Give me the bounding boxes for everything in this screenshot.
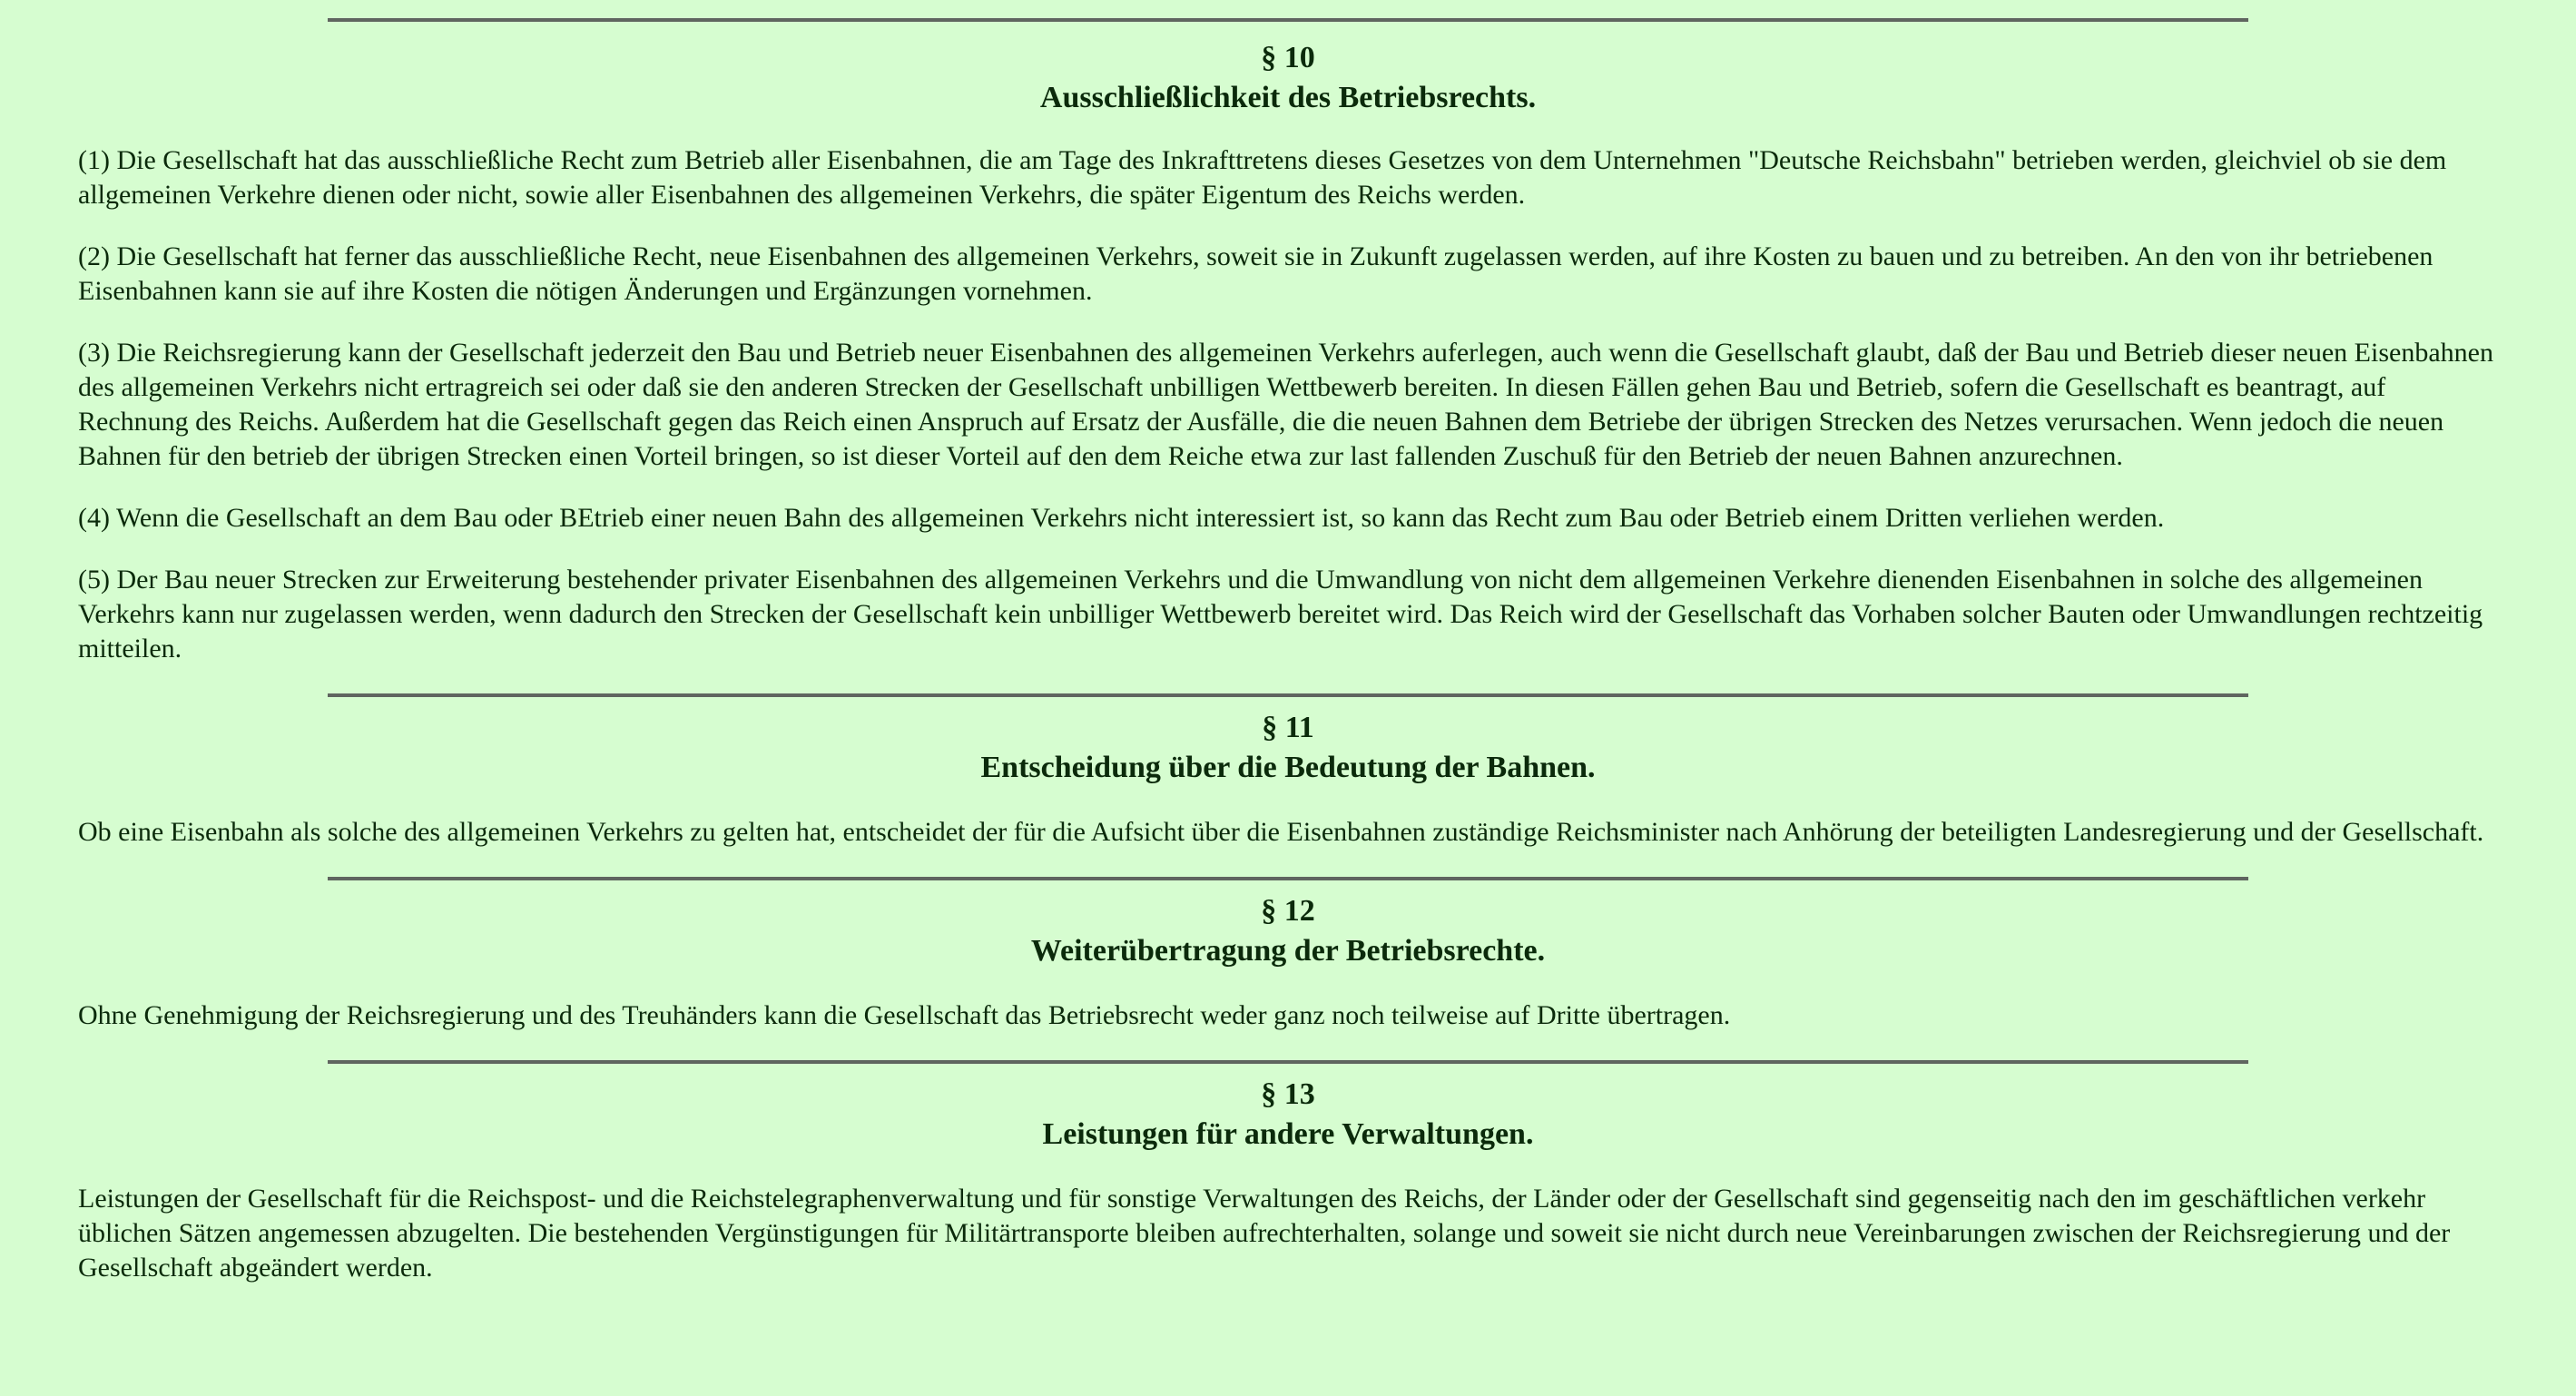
section-number: § 12 [1261,894,1315,928]
section-divider [328,877,2248,880]
section-title: Leistungen für andere Verwaltungen. [1042,1117,1534,1151]
paragraph: Ob eine Eisenbahn als solche des allgemeinen Verkehrs zu gelten hat, entscheidet der für die Aufsicht über die Eisenbahnen zuständige Reichsminister nach Anhörung der beteiligten Landesregierung und der Gesellschaft. [78,817,2484,847]
section-12 [78,877,2498,1033]
section-heading [78,708,2498,788]
section-number: § 11 [1262,711,1314,744]
paragraph: (2) Die Gesellschaft hat ferner das ausschließliche Recht, neue Eisenbahnen des allgemeinen Verkehrs, soweit sie in Zukunft zugelassen werden, auf ihre Kosten zu bauen und zu betreiben. An den von ihr betriebenen Eisenbahnen kann sie auf ihre Kosten die nötigen Änderungen und Ergänzungen vornehmen. [78,241,2433,306]
section-10 [78,0,2498,666]
paragraph: (3) Die Reichsregierung kann der Gesellschaft jederzeit den Bau und Betrieb neuer Eisenbahnen des allgemeinen Verkehrs auferlegen, auch wenn die Gesellschaft glaubt, daß der Bau und Betrieb dieser neuen Eisenbahnen des allgemeinen Verkehrs nicht ertragreich sei oder daß sie den anderen Strecken der Gesellschaft unbilligen Wettbewerb bereiten. In diesen Fällen gehen Bau und Betrieb, sofern die Gesellschaft es beantragt, auf Rechnung des Reichs. Außerdem hat die Gesellschaft gegen das Reich einen Anspruch auf Ersatz der Ausfälle, die die neuen Bahnen dem Betriebe der übrigen Strecken des Netzes verursachen. Wenn jedoch die neuen Bahnen für den betrieb der übrigen Strecken einen Vorteil bringen, so ist dieser Vorteil auf den dem Reiche etwa zur last fallenden Zuschuß für den Betrieb der neuen Bahnen anzurechnen. [78,338,2493,471]
paragraph: Leistungen der Gesellschaft für die Reichspost- und die Reichstelegraphenverwaltung und für sonstige Verwaltungen des Reichs, der Länder oder der Gesellschaft sind gegenseitig nach den im geschäftlichen verkehr üblichen Sätzen angemessen abzugelten. Die bestehenden Vergünstigungen für Militärtransporte bleiben aufrechterhalten, solange und soweit sie nicht durch neue Vereinbarungen zwischen der Reichsregierung und der Gesellschaft abgeändert werden. [78,1184,2451,1283]
section-number: § 13 [1261,1077,1315,1111]
section-title: Weiterübertragung der Betriebsrechte. [1030,934,1546,968]
section-heading [78,1075,2498,1155]
section-11 [78,693,2498,850]
section-divider [328,693,2248,697]
section-13 [78,1060,2498,1285]
section-divider [328,1060,2248,1064]
section-heading [78,891,2498,971]
section-divider [328,18,2248,22]
paragraph: (5) Der Bau neuer Strecken zur Erweiterung bestehender privater Eisenbahnen des allgemeinen Verkehrs und die Umwandlung von nicht dem allgemeinen Verkehre dienenden Eisenbahnen in solche des allgemeinen Verkehrs kann nur zugelassen werden, wenn dadurch den Strecken der Gesellschaft kein unbilliger Wettbewerb bereitet wird. Das Reich wird der Gesellschaft das Vorhaben solcher Bauten oder Umwandlungen rechtzeitig mitteilen. [78,565,2483,664]
section-number: § 10 [1261,41,1315,74]
paragraph: Ohne Genehmigung der Reichsregierung und des Treuhänders kann die Gesellschaft das Betriebsrecht weder ganz noch teilweise auf Dritte übertragen. [78,1000,1731,1030]
section-heading [78,38,2498,118]
paragraph: (4) Wenn die Gesellschaft an dem Bau oder BEtrieb einer neuen Bahn des allgemeinen Verkehrs nicht interessiert ist, so kann das Recht zum Bau oder Betrieb einem Dritten verliehen werden. [78,503,2165,533]
section-title: Entscheidung über die Bedeutung der Bahnen. [980,751,1596,784]
paragraph: (1) Die Gesellschaft hat das ausschließliche Recht zum Betrieb aller Eisenbahnen, die am Tage des Inkrafttretens dieses Gesetzes von dem Unternehmen "Deutsche Reichsbahn" betrieben werden, gleichviel ob sie dem allgemeinen Verkehre dienen oder nicht, sowie aller Eisenbahnen des allgemeinen Verkehrs, die später Eigentum des Reichs werden. [78,145,2447,210]
section-title: Ausschließlichkeit des Betriebsrechts. [1039,81,1537,114]
